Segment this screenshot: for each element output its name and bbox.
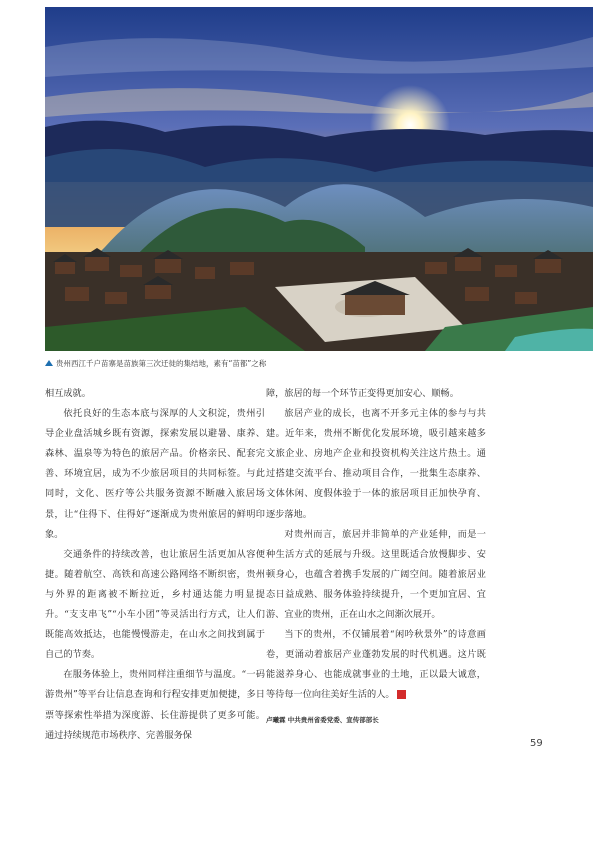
photo-caption bbox=[45, 357, 565, 371]
right-text-column bbox=[266, 384, 486, 726]
triangle-marker-icon bbox=[45, 360, 53, 366]
paragraph-text: 当下的贵州，不仅铺展着“闲吟秋景外”的诗意画卷，更涌动着旅居产业蓬勃发展的时代机遇。这片既能滋养身心、也能成就事业的土地，正以最大诚意，等待每一位向往美好生活的人。 bbox=[266, 629, 486, 701]
paragraph: 交通条件的持续改善，也让旅居生活更加从容便捷。随着航空、高铁和高速公路网络不断织密，贵州与外界的距离被不断拉近，乡村通达能力明显提升。“支支串飞”“小车小团”等灵活出行方式，让人们既能高效抵达，也能慢慢游走，在山水之间找到属于自己的节奏。 bbox=[45, 548, 265, 661]
paragraph: 旅居产业的成长，也离不开多元主体的参与与共建。近年来，贵州不断优化发展环境，吸引越来越多文旅企业、房地产企业和投资机构关注这片热土。通过搭建交流平台、推动项目合作，一批集生态康养、文体休闲、度假体验于一体的旅居项目正加快孕育、逐步落地。 bbox=[266, 408, 486, 520]
hero-photo-miao-village bbox=[45, 7, 593, 351]
paragraph bbox=[266, 625, 486, 705]
end-of-article-icon: ▲ bbox=[397, 690, 406, 699]
author-byline: 卢曦霖 中共贵州省委党委、宣传部部长 bbox=[266, 715, 379, 724]
paragraph: 在服务体验上，贵州同样注重细节与温度。“一码游贵州”等平台让信息查询和行程安排更加便捷，多日票等探索性举措为深度游、长住游提供了更多可能。通过持续规范市场秩序、完善服务保 bbox=[45, 669, 265, 741]
paragraph: 对贵州而言，旅居并非简单的产业延伸，而是一种生活方式的延展与升级。这里既适合放慢脚步、安顿身心，也蕴含着携手发展的广阔空间。随着旅居业态日益成熟、服务体验持续提升，一个更加宜居、宜游、宜业的贵州，正在山水之间渐次展开。 bbox=[266, 528, 486, 621]
paragraph: 障，旅居的每一个环节正变得更加安心、顺畅。 bbox=[266, 388, 459, 399]
left-text-column bbox=[45, 384, 265, 746]
page-number: 59 bbox=[530, 738, 543, 749]
caption-text: 贵州西江千户苗寨是苗族第三次迁徙的集结地，素有“苗都”之称 bbox=[56, 359, 267, 368]
paragraph: 相互成就。 bbox=[45, 388, 91, 399]
paragraph: 依托良好的生态本底与深厚的人文积淀，贵州引导企业盘活城乡既有资源，探索发展以避暑、康养、森林、温泉等为特色的旅居产品。价格亲民、配套完善、环境宜居，成为不少旅居项目的共同标签。与此同时，文化、医疗等公共服务资源不断融入旅居场景，让“住得下、住得好”逐渐成为贵州旅居的鲜明印象。 bbox=[45, 408, 265, 540]
